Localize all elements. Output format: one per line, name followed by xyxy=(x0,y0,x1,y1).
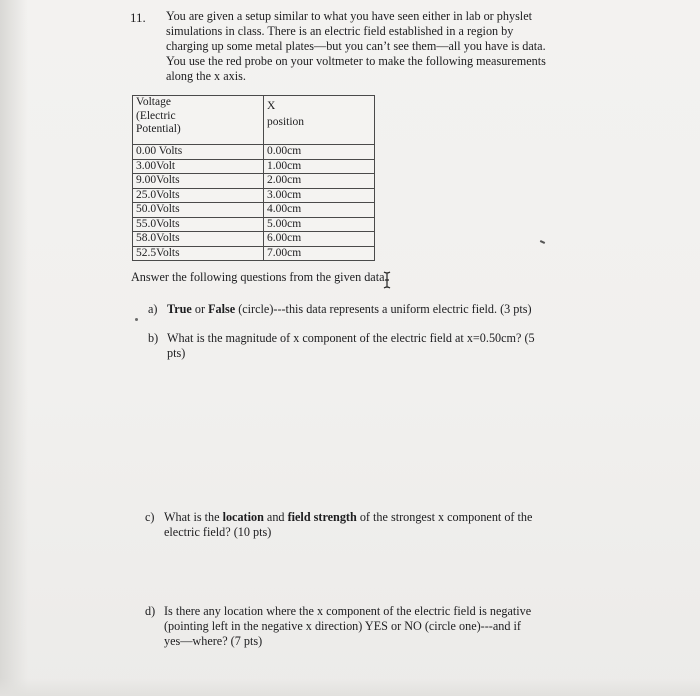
part-a-rest: (circle)---this data represents a uniform electric field. (3 pts) xyxy=(235,302,532,316)
question-number: 11. xyxy=(130,10,146,25)
position-cell: 7.00cm xyxy=(264,246,375,261)
part-c-pre: What is the xyxy=(164,510,223,524)
part-line: Is there any location where the x component of the electric field is negative xyxy=(164,604,532,618)
part-line: electric field? (10 pts) xyxy=(164,525,272,539)
header-line: Potential) xyxy=(136,123,181,135)
intro-line: simulations in class. There is an electric field established in a region by xyxy=(166,24,514,38)
table-row xyxy=(133,217,375,232)
table-row xyxy=(133,188,375,203)
page-edge-shadow xyxy=(0,0,28,696)
question-intro xyxy=(166,9,566,84)
table-row xyxy=(133,145,375,160)
table-row xyxy=(133,203,375,218)
part-d-text xyxy=(164,604,531,649)
false-option[interactable]: False xyxy=(208,302,236,316)
position-cell: 5.00cm xyxy=(264,217,375,232)
part-label: a) xyxy=(148,302,158,316)
header-line: X xyxy=(267,100,276,112)
true-option[interactable]: True xyxy=(167,302,192,316)
part-label: b) xyxy=(148,331,159,345)
page-bottom-shadow xyxy=(0,678,700,696)
position-cell: 3.00cm xyxy=(264,188,375,203)
part-c-mid: and xyxy=(263,510,288,524)
table-header-row xyxy=(133,96,375,145)
bullet-dot xyxy=(135,318,138,321)
intro-line: along the x axis. xyxy=(166,69,246,83)
voltage-cell: 58.0Volts xyxy=(133,232,264,247)
part-line: pts) xyxy=(167,346,186,360)
voltage-cell: 55.0Volts xyxy=(133,217,264,232)
voltage-cell: 9.00Volts xyxy=(133,174,264,189)
part-line: What is the magnitude of x component of the electric field at x=0.50cm? (5 xyxy=(167,331,535,345)
position-column-header xyxy=(264,96,375,145)
voltage-cell: 52.5Volts xyxy=(133,246,264,261)
part-line: yes—where? (7 pts) xyxy=(164,634,263,648)
position-cell: 4.00cm xyxy=(264,203,375,218)
measurement-table xyxy=(132,95,375,261)
part-label: d) xyxy=(145,604,156,618)
part-label: c) xyxy=(145,510,155,524)
position-cell: 2.00cm xyxy=(264,174,375,189)
part-a-text xyxy=(167,302,532,317)
intro-line: You are given a setup similar to what you have seen either in lab or physlet xyxy=(166,9,532,23)
voltage-cell: 3.00Volt xyxy=(133,159,264,174)
table-row xyxy=(133,159,375,174)
voltage-cell: 25.0Volts xyxy=(133,188,264,203)
part-c-post: of the strongest x component of the xyxy=(356,510,533,524)
stray-mark xyxy=(540,240,545,244)
header-line: (Electric xyxy=(136,109,176,122)
intro-line: charging up some metal plates—but you can’t see them—all you have is data. xyxy=(166,39,546,53)
header-line: Voltage xyxy=(136,96,171,108)
text-cursor-icon xyxy=(382,271,392,289)
voltage-cell: 50.0Volts xyxy=(133,203,264,218)
header-line: position xyxy=(267,115,305,128)
position-cell: 6.00cm xyxy=(264,232,375,247)
voltage-column-header xyxy=(133,96,264,145)
part-c-text xyxy=(164,510,532,540)
or-text: or xyxy=(191,302,209,316)
field-strength-emphasis: field strength xyxy=(287,510,357,524)
part-b-text xyxy=(167,331,535,361)
position-cell: 0.00cm xyxy=(264,145,375,160)
intro-line: You use the red probe on your voltmeter to make the following measurements xyxy=(166,54,546,68)
table-row xyxy=(133,174,375,189)
voltage-cell: 0.00 Volts xyxy=(133,145,264,160)
location-emphasis: location xyxy=(222,510,264,524)
part-line: (pointing left in the negative x direction) YES or NO (circle one)---and if xyxy=(164,619,521,633)
answer-prompt: Answer the following questions from the given data xyxy=(131,270,385,284)
table-row xyxy=(133,246,375,261)
table-row xyxy=(133,232,375,247)
position-cell: 1.00cm xyxy=(264,159,375,174)
